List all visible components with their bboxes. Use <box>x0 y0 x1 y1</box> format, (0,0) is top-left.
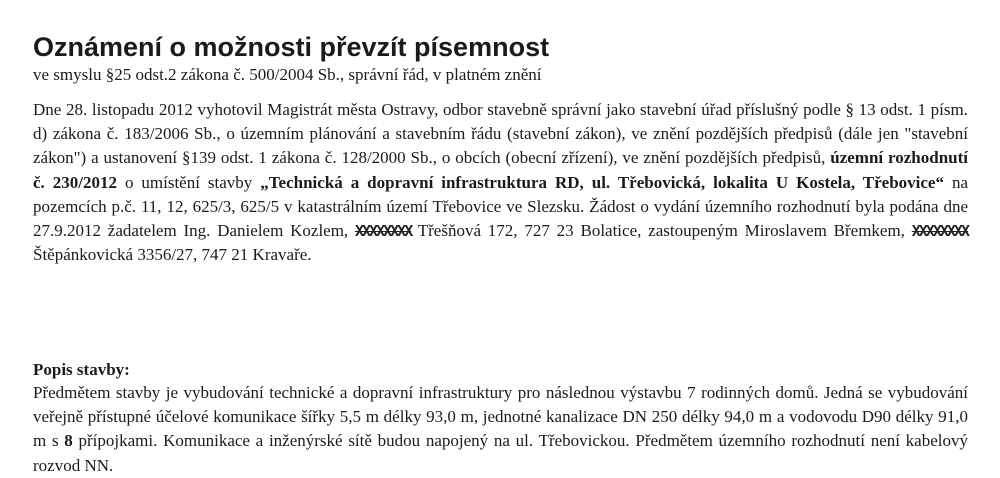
construction-name: „Technická a dopravní infrastruktura RD, ul. Třebovická, lokalita U Kostela, Třebovice“ <box>260 172 944 192</box>
description-text-1: Předmětem stavby je vybudování technické a dopravní infrastruktury pro následnou výstavbu 7 rodinných domů. Jedná se vybudování veřejně přístupné účelové komunikace šířky 5,5 m délky 93,0 m, jednotné kanalizace DN 250 délky 94,0 m a vodovodu D90 délky 91,0 m s <box>33 383 968 451</box>
construction-description <box>33 359 968 478</box>
decision-text-4: Třešňová 172, 727 23 Bolatice, zastoupeným Miroslavem Břemkem, <box>411 221 912 241</box>
decision-number: územní rozhodnutí č. 230/2012 <box>33 148 969 192</box>
decision-text-2: o umístění stavby <box>116 172 261 192</box>
description-text-2: přípojkami. Komunikace a inženýrské sítě budou napojený na ul. Třebovickou. Předmětem územního rozhodnutí není kabelový rozvod NN. <box>33 431 969 475</box>
decision-text-5: Štěpánkovická 3356/27, 747 21 Kravaře. <box>33 245 312 265</box>
redacted-address-2: XXXXXXXX <box>911 222 968 241</box>
notice-subtitle: ve smyslu §25 odst.2 zákona č. 500/2004 Sb., správní řád, v platném znění <box>33 65 542 84</box>
connection-count: 8 <box>64 431 73 451</box>
section-heading: Popis stavby: <box>33 360 130 379</box>
decision-text-1: Dne 28. listopadu 2012 vyhotovil Magistrát města Ostravy, odbor stavebně správní jako stavební úřad příslušný podle § 13 odst. 1 písm. d) zákona č. 183/2006 Sb., o územním plánování a stavebním řádu (stavební zákon), ve znění pozdějších předpisů (dále jen "stavební zákon") a ustanovení §139 odst. 1 zákona č. 128/2000 Sb., o obcích (obecní zřízení), ve znění pozdějších předpisů, <box>33 100 968 168</box>
decision-text-3: na pozemcích p.č. 11, 12, 625/3, 625/5 v katastrálním území Třebovice ve Slezsku. Žádost o vydání územního rozhodnutí byla podána dne 27.9.2012 žadatelem Ing. Danielem Kozlem, <box>33 172 968 241</box>
notice-title: Oznámení o možnosti převzít písemnost <box>33 32 550 62</box>
redacted-address-1: XXXXXXXX <box>355 222 412 241</box>
decision-paragraph <box>33 98 968 267</box>
